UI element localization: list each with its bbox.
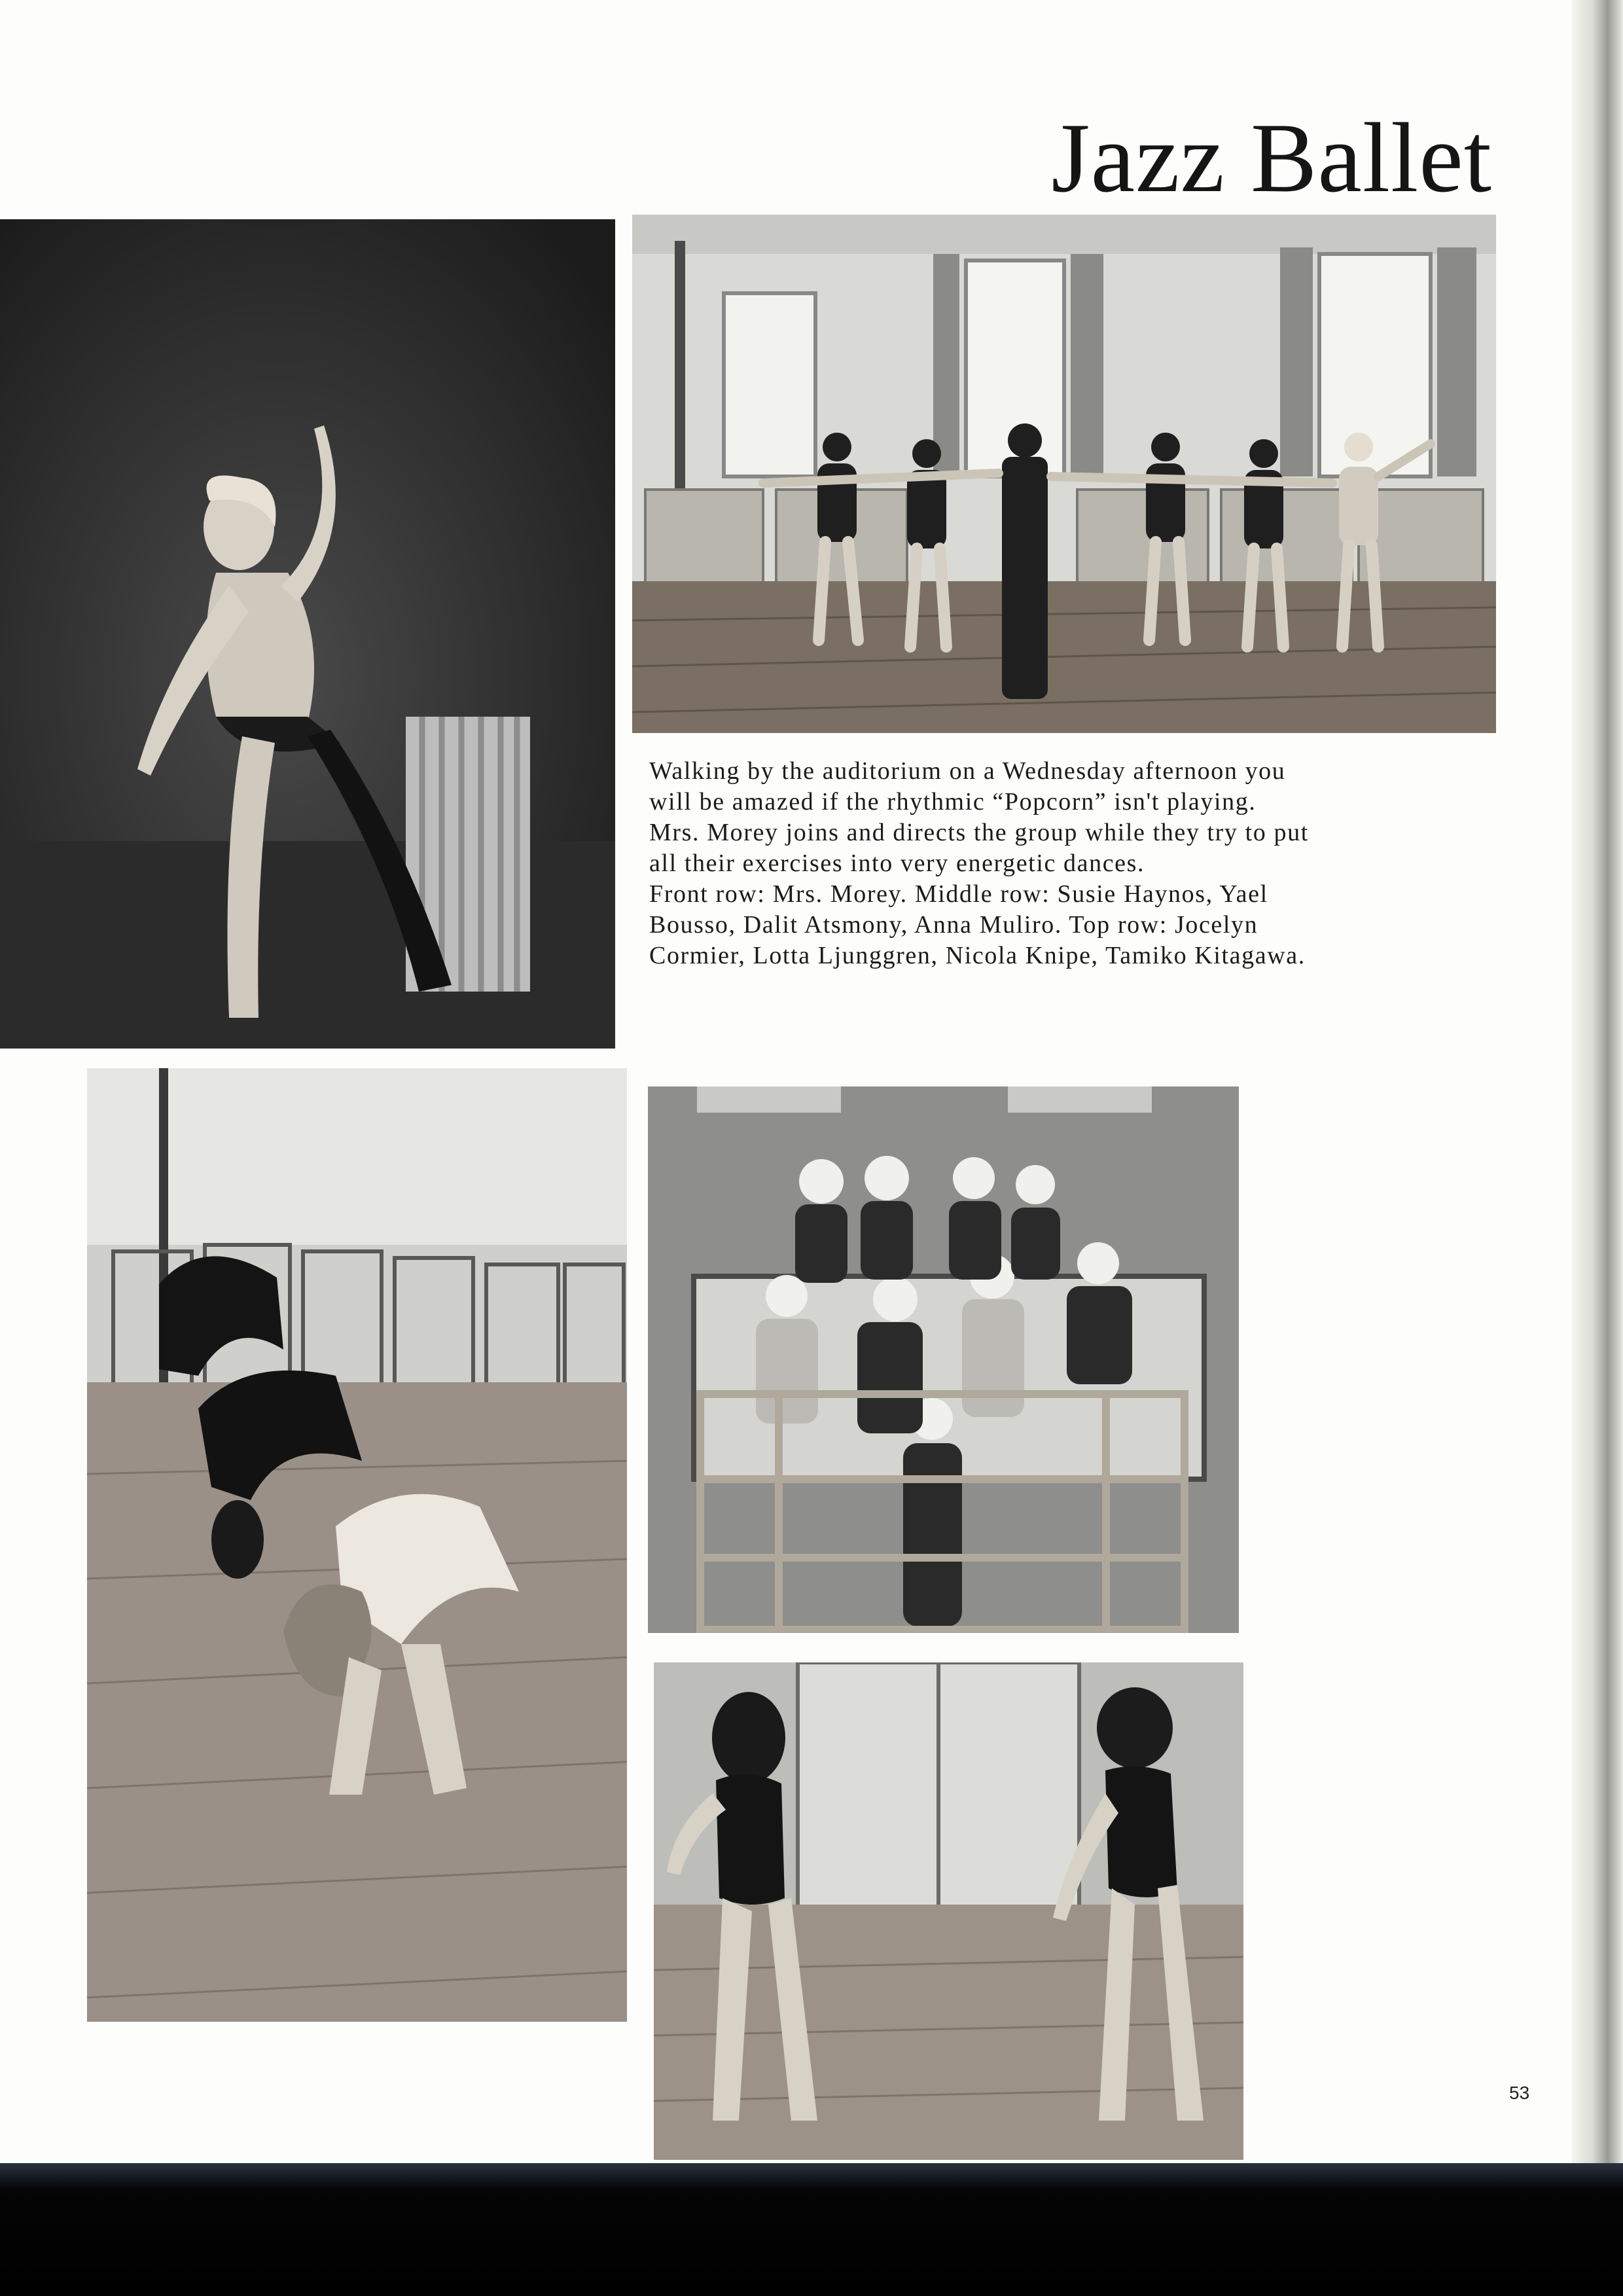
group-portrait-photo: [648, 1086, 1239, 1633]
page-number: 53: [1509, 2083, 1530, 2103]
caption-names: Front row: Mrs. Morey. Middle row: Susie Haynos, Yael Bousso, Dalit Atsmony, Anna Muliro. Top row: Jocelyn Cormier, Lotta Ljunggren, Nicola Knipe, Tamiko Kitagawa.: [649, 880, 1306, 969]
class-exercise-photo: [632, 215, 1496, 733]
caption-paragraph: Walking by the auditorium on a Wednesday afternoon you will be amazed if the rhythmic “Popcorn” isn't playing. Mrs. Morey joins and directs the group while they try to put all their exercises into very energetic dances.: [649, 757, 1309, 877]
scan-bottom-band: [0, 2163, 1623, 2296]
binding-edge: [1572, 0, 1623, 2296]
solo-dancer-photo: [0, 219, 615, 1049]
photo-caption: [649, 756, 1310, 971]
stretching-dancers-photo: [87, 1068, 627, 2022]
two-dancers-photo: [654, 1662, 1243, 2160]
page-title: Jazz Ballet: [1051, 103, 1492, 213]
